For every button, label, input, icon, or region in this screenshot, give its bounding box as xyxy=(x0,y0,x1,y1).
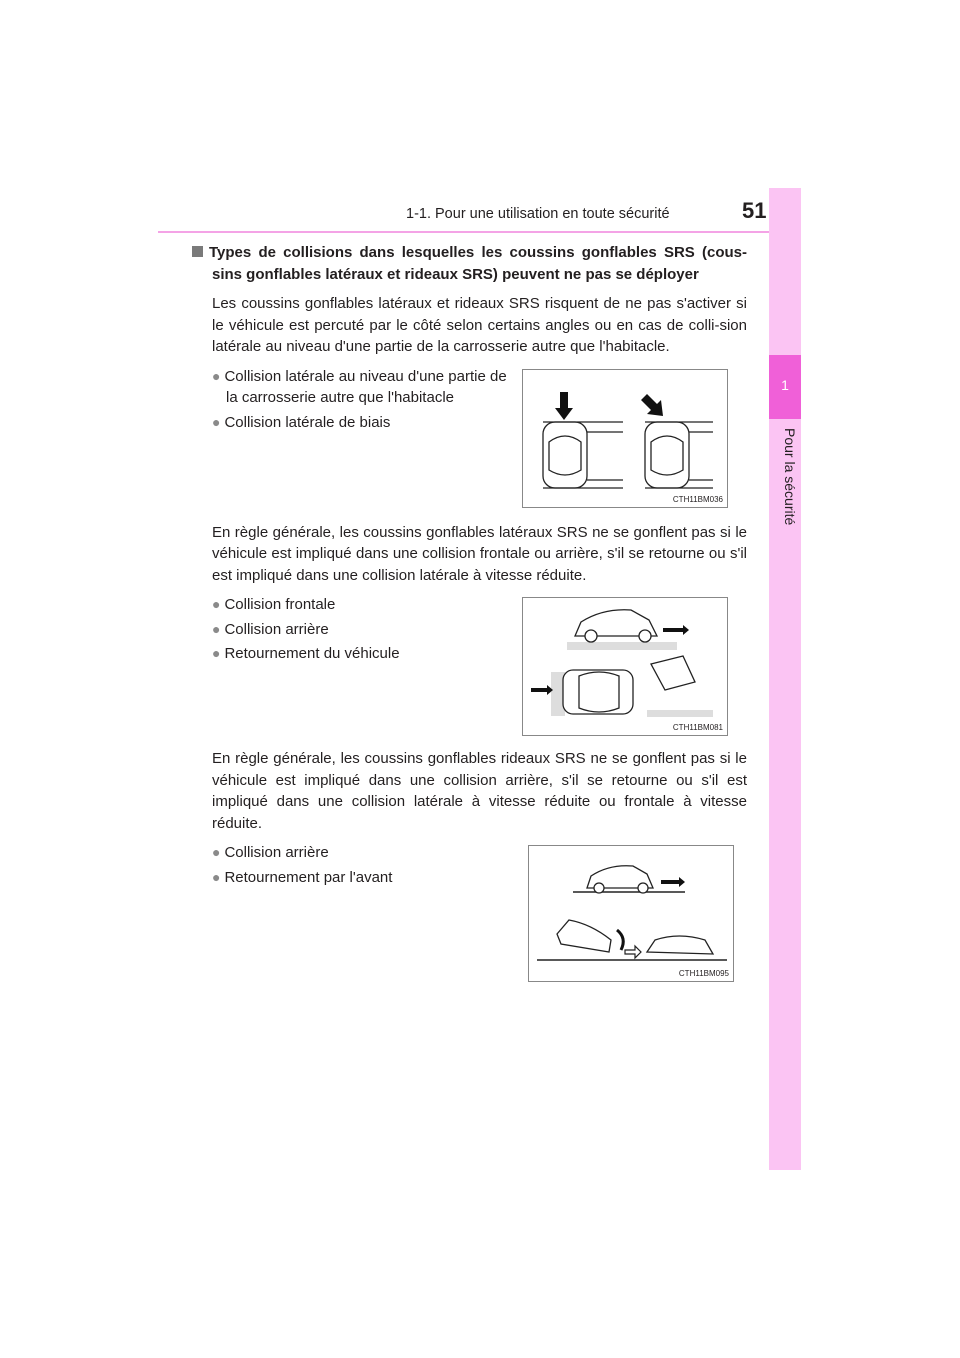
bullet-list xyxy=(212,594,512,665)
block-rear-rollover xyxy=(212,842,747,992)
bullet-dot-icon: ● xyxy=(212,596,221,612)
list-item xyxy=(212,594,512,616)
figure-code: CTH11BM081 xyxy=(672,723,723,732)
list-item-text: Retournement du véhicule xyxy=(224,645,400,662)
list-item-text: Collision frontale xyxy=(224,596,336,613)
block-frontal-rear xyxy=(212,594,747,744)
list-item xyxy=(212,366,512,409)
section-heading-text: Types de collisions dans lesquelles les coussins gonflables SRS (cous-sins gonflables latéraux et rideaux SRS) peuvent ne pas se déployer xyxy=(209,244,747,283)
bullet-dot-icon: ● xyxy=(212,367,221,384)
list-item-text: Collision arrière xyxy=(224,620,329,638)
illustration-frontal-rear-rollover xyxy=(523,598,727,735)
section-heading xyxy=(192,242,747,286)
chapter-side-tab xyxy=(769,188,801,1170)
chapter-number-tab: 1 xyxy=(769,355,801,419)
paragraph-side-airbags: En règle générale, les coussins gonflables latéraux SRS ne se gonflent pas si le véhicule est impliqué dans une collision frontale ou arrière, s'il se retourne ou s'il est impliqué dans une collision latérale à vitesse réduite. xyxy=(212,523,747,584)
chapter-side-label: Pour la sécurité xyxy=(782,428,798,526)
list-item xyxy=(212,867,512,889)
bullet-dot-icon: ● xyxy=(212,620,221,637)
list-item xyxy=(212,842,512,864)
bullet-dot-icon: ● xyxy=(212,413,221,430)
list-item xyxy=(212,412,512,434)
bullet-dot-icon: ● xyxy=(212,868,221,885)
list-item-text: Collision latérale de biais xyxy=(224,413,391,431)
bullet-list xyxy=(212,366,512,434)
figure-side-collision xyxy=(522,369,728,508)
bullet-list xyxy=(212,842,512,888)
paragraph-curtain-airbags: En règle générale, les coussins gonflables rideaux SRS ne se gonflent pas si le véhicule est impliqué dans une collision arrière, s'il se retourne ou s'il est impliqué dans une collision latérale à vitesse réduite ou frontale à vitesse réduite. xyxy=(212,750,747,832)
list-item-text: Collision arrière xyxy=(224,844,329,861)
bullet-dot-icon: ● xyxy=(212,645,221,661)
intro-paragraph: Les coussins gonflables latéraux et rideaux SRS risquent de ne pas s'activer si le véhicule est percuté par le côté selon certains angles ou en cas de colli-sion latérale au niveau d'une partie de la carrosserie autre que l'habitacle. xyxy=(212,295,747,355)
block-side-collisions xyxy=(212,366,747,516)
figure-code: CTH11BM036 xyxy=(672,494,723,504)
square-bullet-icon xyxy=(192,246,203,257)
header-rule xyxy=(158,231,800,233)
figure-rear-rollover xyxy=(528,845,734,982)
page-content xyxy=(192,242,747,992)
list-item-text: Retournement par l'avant xyxy=(224,868,393,886)
bullet-dot-icon: ● xyxy=(212,844,221,860)
page-number: 51 xyxy=(742,198,767,223)
list-item-text: Collision latérale au niveau d'une partie de la carrosserie autre que l'habitacle xyxy=(224,367,507,406)
figure-frontal-rear-rollover xyxy=(522,597,728,736)
illustration-rear-rollover xyxy=(529,846,733,981)
figure-code: CTH11BM095 xyxy=(678,969,729,978)
illustration-side-collision xyxy=(523,370,727,507)
running-header: 1-1. Pour une utilisation en toute sécurité xyxy=(406,206,670,222)
list-item xyxy=(212,619,512,641)
list-item xyxy=(212,643,512,665)
